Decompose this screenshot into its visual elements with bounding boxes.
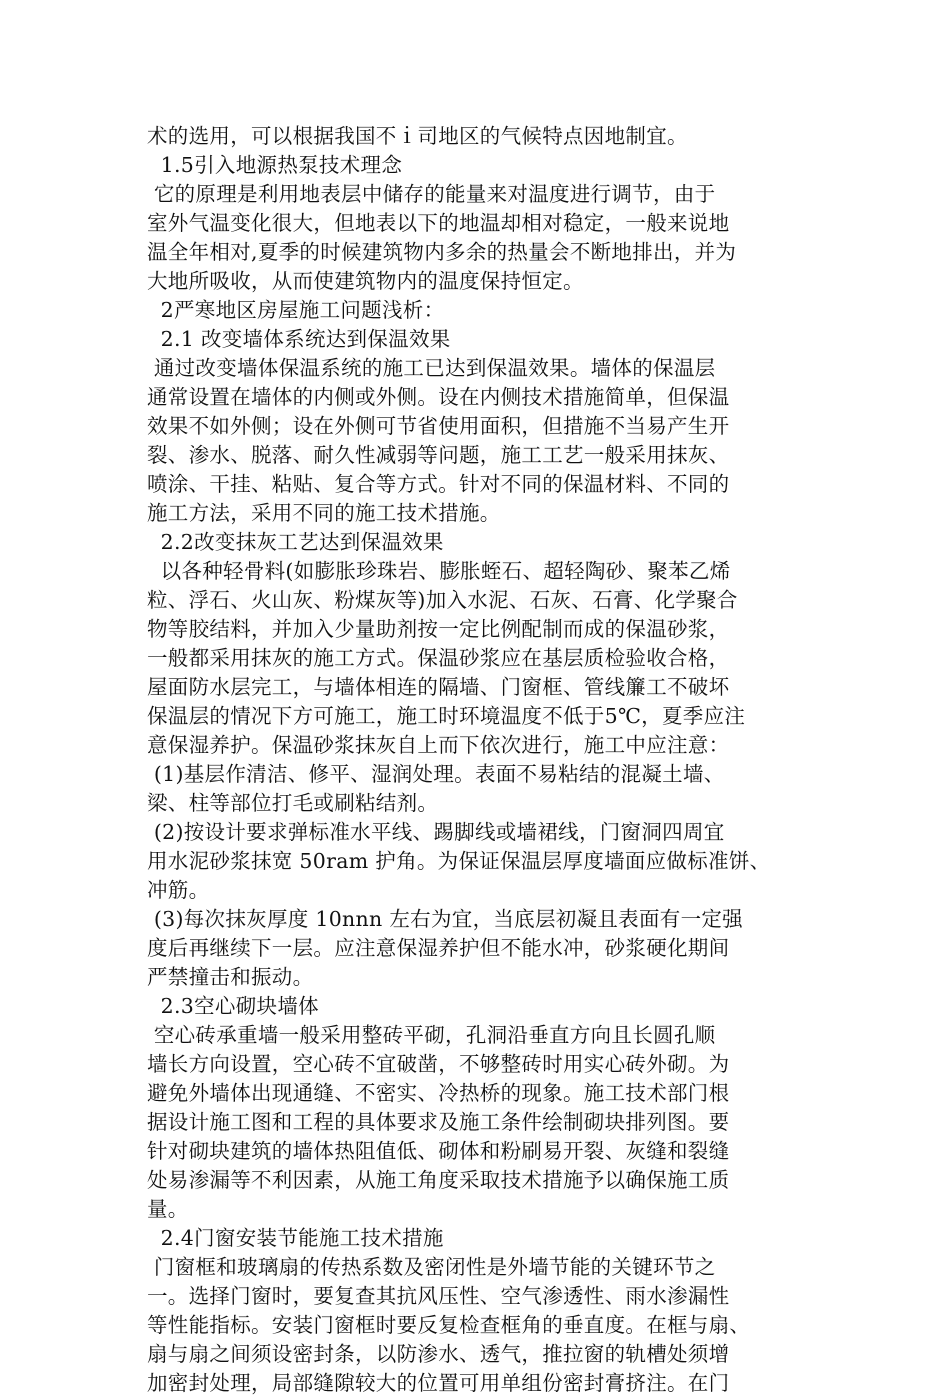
text-line: 物等胶结料，并加入少量助剂按一定比例配制而成的保温砂浆， — [147, 617, 730, 641]
text-line: 量。 — [147, 1197, 189, 1221]
list-item-3: (3)每次抹灰厚度 10nnn 左右为宜，当底层初凝且表面有一定强 — [147, 907, 743, 931]
text-line: 避免外墙体出现通缝、不密实、冷热桥的现象。施工技术部门根 — [147, 1081, 730, 1105]
text-line: 大地所吸收，从而使建筑物内的温度保持恒定。 — [147, 269, 584, 293]
text-line: 它的原理是利用地表层中储存的能量来对温度进行调节，由于 — [147, 182, 716, 206]
text-line: 效果不如外侧；设在外侧可节省使用面积，但措施不当易产生开 — [147, 414, 730, 438]
text-line: 术的选用，可以根据我国不ｉ司地区的气候特点因地制宜。 — [147, 124, 688, 148]
text-line: 温全年相对,夏季的时候建筑物内多余的热量会不断地排出，并为 — [147, 240, 737, 264]
section-heading-2-1: 2.1 改变墙体系统达到保温效果 — [147, 327, 451, 351]
text-line: 度后再继续下一层。应注意保湿养护但不能水冲，砂浆硬化期间 — [147, 936, 730, 960]
text-line: 通过改变墙体保温系统的施工已达到保温效果。墙体的保温层 — [147, 356, 716, 380]
document-body — [147, 122, 807, 1398]
text-line: 梁、柱等部位打毛或刷粘结剂。 — [147, 791, 439, 815]
section-heading-2-3: 2.3空心砌块墙体 — [147, 994, 319, 1018]
text-line: 处易渗漏等不利因素，从施工角度采取技术措施予以确保施工质 — [147, 1168, 730, 1192]
text-line: 裂、渗水、脱落、耐久性减弱等问题，施工工艺一般采用抹灰、 — [147, 443, 730, 467]
list-item-2: (2)按设计要求弹标准水平线、踢脚线或墙裙线，门窗洞四周宜 — [147, 820, 725, 844]
list-item-1: (1)基层作清洁、修平、湿润处理。表面不易粘结的混凝土墙、 — [147, 762, 725, 786]
text-line: 冲筋。 — [147, 878, 210, 902]
text-line: 门窗框和玻璃扇的传热系数及密闭性是外墙节能的关键环节之 — [147, 1255, 716, 1279]
text-line: 用水泥砂浆抹宽 50ram 护角。为保证保温层厚度墙面应做标准饼、 — [147, 849, 771, 873]
text-line: 意保湿养护。保温砂浆抹灰自上而下依次进行，施工中应注意： — [147, 733, 730, 757]
text-line: 通常设置在墙体的内侧或外侧。设在内侧技术措施简单，但保温 — [147, 385, 730, 409]
text-line: 据设计施工图和工程的具体要求及施工条件绘制砌块排列图。要 — [147, 1110, 730, 1134]
text-line: 保温层的情况下方可施工，施工时环境温度不低于5℃，夏季应注 — [147, 704, 746, 728]
text-line: 室外气温变化很大，但地表以下的地温却相对稳定，一般来说地 — [147, 211, 730, 235]
text-line: 墙长方向设置，空心砖不宜破凿，不够整砖时用实心砖外砌。为 — [147, 1052, 730, 1076]
text-line: 屋面防水层完工，与墙体相连的隔墙、门窗框、管线簾工不破坏 — [147, 675, 730, 699]
text-line: 严禁撞击和振动。 — [147, 965, 314, 989]
text-line: 以各种轻骨料(如膨胀珍珠岩、膨胀蛭石、超轻陶砂、聚苯乙烯 — [147, 559, 731, 583]
section-heading-2-4: 2.4门窗安装节能施工技术措施 — [147, 1226, 444, 1250]
text-line: 施工方法，采用不同的施工技术措施。 — [147, 501, 501, 525]
text-line: 等性能指标。安装门窗框时要反复检查框角的垂直度。在框与扇、 — [147, 1313, 751, 1337]
text-line: 空心砖承重墙一般采用整砖平砌，孔洞沿垂直方向且长圆孔顺 — [147, 1023, 716, 1047]
section-heading-2: 2严寒地区房屋施工问题浅析： — [147, 298, 445, 322]
text-line: 加密封处理，局部缝隙较大的位置可用单组份密封膏挤注。在门 — [147, 1371, 730, 1395]
text-line: 粒、浮石、火山灰、粉煤灰等)加入水泥、石灰、石膏、化学聚合 — [147, 588, 738, 612]
text-line: 喷涂、干挂、粘贴、复合等方式。针对不同的保温材料、不同的 — [147, 472, 730, 496]
section-heading-2-2: 2.2改变抹灰工艺达到保温效果 — [147, 530, 444, 554]
text-line: 扇与扇之间须设密封条，以防渗水、透气，推拉窗的轨槽处须增 — [147, 1342, 730, 1366]
text-line: 一。选择门窗时，要复查其抗风压性、空气渗透性、雨水渗漏性 — [147, 1284, 730, 1308]
text-line: 针对砌块建筑的墙体热阻值低、砌体和粉刷易开裂、灰缝和裂缝 — [147, 1139, 730, 1163]
text-line: 一般都采用抹灰的施工方式。保温砂浆应在基层质检验收合格， — [147, 646, 730, 670]
section-heading-1-5: 1.5引入地源热泵技术理念 — [147, 153, 403, 177]
